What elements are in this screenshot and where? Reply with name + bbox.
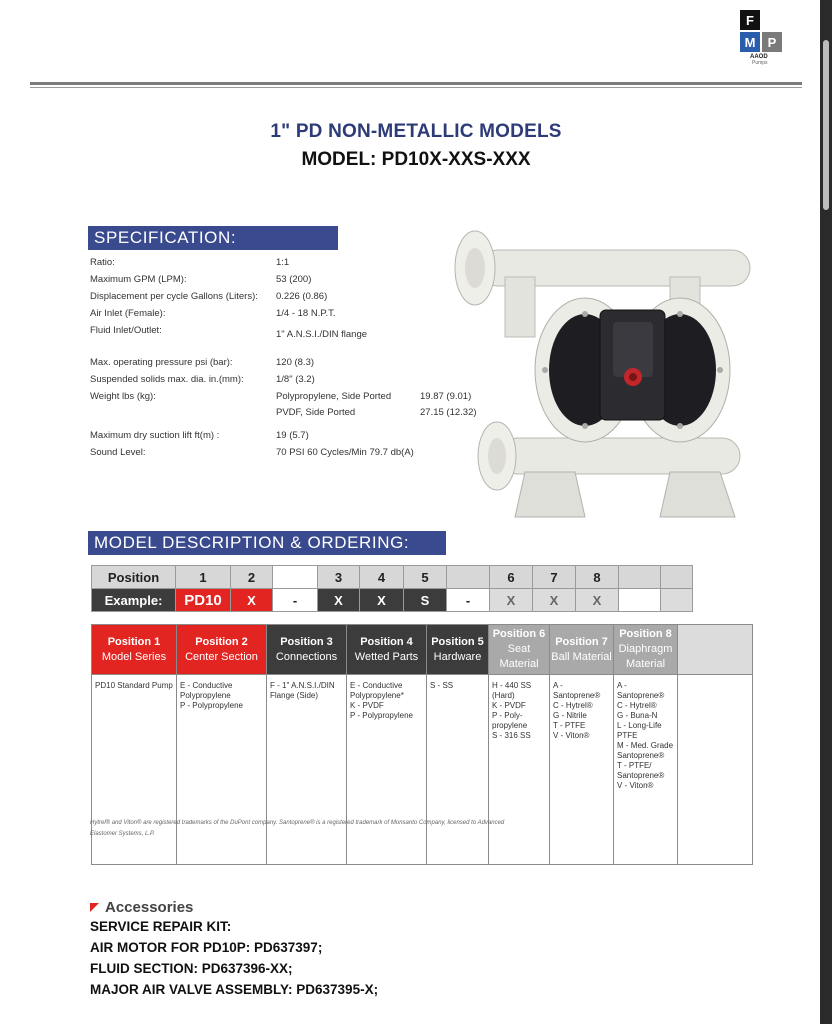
accessory-line: SERVICE REPAIR KIT: [90,919,232,934]
example-cell [619,589,661,612]
description-header: Position 3 Connections [267,625,347,675]
description-cell: E - Conductive Polypropylene* K - PVDF P - Polypropylene [347,675,427,865]
description-cell: H - 440 SS (Hard) K - PVDF P - Poly-propylene S - 316 SS [489,675,550,865]
position-cell: 7 [533,566,576,589]
description-cell: S - SS [427,675,489,865]
position-cell [619,566,661,589]
position-cell [273,566,318,589]
scrollbar-thumb[interactable] [823,40,829,210]
example-cell: X [533,589,576,612]
specification-heading: SPECIFICATION: [88,226,338,250]
vertical-scrollbar[interactable] [820,0,832,1024]
example-cell [661,589,693,612]
position-cell: 3 [318,566,360,589]
description-header: Position 1 Model Series [92,625,177,675]
description-cell-blank [678,675,753,865]
page-title: 1" PD NON-METALLIC MODELS [270,121,562,142]
example-row [92,589,693,612]
position-cell: 2 [231,566,273,589]
example-cell: - [447,589,490,612]
position-cell [447,566,490,589]
description-cell: PD10 Standard Pump [92,675,177,865]
example-cell: X [576,589,619,612]
example-cell: PD10 [176,589,231,612]
trademark-footnote: Hytrel® and Viton® are registered trademarks of the DuPont company. Santoprene® is a registered trademark of Monsanto Company, licensed to Advanced Elastomer Systems, L.P. [90,820,505,837]
example-cell: X [490,589,533,612]
example-cell: X [360,589,404,612]
model-title: MODEL: PD10X-XXS-XXX [301,149,531,170]
example-cell: X [318,589,360,612]
pump-image [445,222,760,522]
description-header: Position 7 Ball Material [550,625,614,675]
header-rule-thin [30,87,802,88]
description-header: Position 2 Center Section [177,625,267,675]
document-page: F M P AAOD Pumps 1" PD NON-METALLIC MODELS MODEL: PD10X-XXS-XXX SPECIFICATION: Ratio: 1:1 Maximum GPM (LPM): 53 (200) Displacement per cycle Gallons (Liters): 0.226 (0.86) Air Inlet (Female): 1/4 - 18 N.P.T. Fluid Inlet/Outlet: 1" A.N.S.I./DIN flange Max. operating pressure psi (bar): 120 (8.3) Suspended solids max. dia. in.(mm): 1/8" (3.2) Weight lbs (kg): Polypropylene, Side Ported 19.87 (9.01) PVDF, Side Ported 27.15 (12.32) Maximum dry suction lift ft(m) : 19 (5.7) Sound Level: 70 PSI 60 Cycles/Min 79.7 db(A) MODEL DESCRIPTION & ORDERING: Position 1 2 3 4 5 6 7 8 Example: PD10 X - X X S - X X X Position 1 Model Series Position 2 Center Section Position 3 Connections Position 4 Wetted Parts Position 5 Hardware Position 6 Seat Material Position 7 Ball Material Position 8 Diaphragm Material PD10 Standard Pump E - Conductive Polypropylene P - Polypropylene F - 1" A.N.S.I./DIN Flange (Side) E - Conductive Polypropylene* K - PVDF P - Polypropylene S - SS H - 440 SS (Hard) K - PVDF P - Poly-propylene S - 316 SS A - Santoprene® C - Hytrel® G - Nitrile T - PTFE V - Viton® A - Santoprene® C - Hytrel® G - Buna-N L - Long-Life PTFE M - Med. Grade Santoprene® T - PTFE/ Santoprene® V - Viton® Hytrel® and Viton® are registered trademarks of the DuPont company. Santoprene® is a registered trademark of Monsanto Company, licensed to Advanced Elastomer Systems, L.P. Accessories SERVICE REPAIR KIT: AIR MOTOR FOR PD10P: PD637397; FLUID SECTION: PD637396-XX; MAJOR AIR VALVE ASSEMBLY: PD637395-X; [0,0,820,1024]
accessories-heading: Accessories [90,899,378,916]
accessory-line: FLUID SECTION: PD637396-XX; [90,961,293,976]
description-cell: A - Santoprene® C - Hytrel® G - Nitrile T - PTFE V - Viton® [550,675,614,865]
description-header: Position 6 Seat Material [489,625,550,675]
logo-brand: AAOD [750,54,768,60]
position-label: Position [92,566,176,589]
position-cell: 8 [576,566,619,589]
position-row [92,566,693,589]
red-corner-icon [90,903,99,912]
company-logo [740,10,790,66]
position-cell: 4 [360,566,404,589]
accessories-section [90,899,378,997]
description-cell: A - Santoprene® C - Hytrel® G - Buna-N L - Long-Life PTFE M - Med. Grade Santoprene® T - PTFE/ Santoprene® V - Viton® [614,675,678,865]
accessory-line: MAJOR AIR VALVE ASSEMBLY: PD637395-X; [90,982,379,997]
description-cell: E - Conductive Polypropylene P - Polypropylene [177,675,267,865]
description-header: Position 5 Hardware [427,625,489,675]
example-cell: S [404,589,447,612]
example-label: Example: [92,589,176,612]
position-table [91,565,693,612]
logo-tagline: Pumps [752,60,768,66]
logo-letter-p: P [762,32,782,52]
position-cell: 5 [404,566,447,589]
example-cell: - [273,589,318,612]
position-cell: 1 [176,566,231,589]
example-cell: X [231,589,273,612]
model-ordering-heading: MODEL DESCRIPTION & ORDERING: [88,531,446,555]
description-header: Position 4 Wetted Parts [347,625,427,675]
accessory-line: AIR MOTOR FOR PD10P: PD637397; [90,940,323,955]
header-rule [30,82,802,85]
description-cell: F - 1" A.N.S.I./DIN Flange (Side) [267,675,347,865]
description-header: Position 8 Diaphragm Material [614,625,678,675]
description-header-row [92,625,753,675]
description-header-blank [678,625,753,675]
logo-letter-m: M [740,32,760,52]
logo-letter-f: F [740,10,760,30]
position-cell: 6 [490,566,533,589]
position-cell [661,566,693,589]
